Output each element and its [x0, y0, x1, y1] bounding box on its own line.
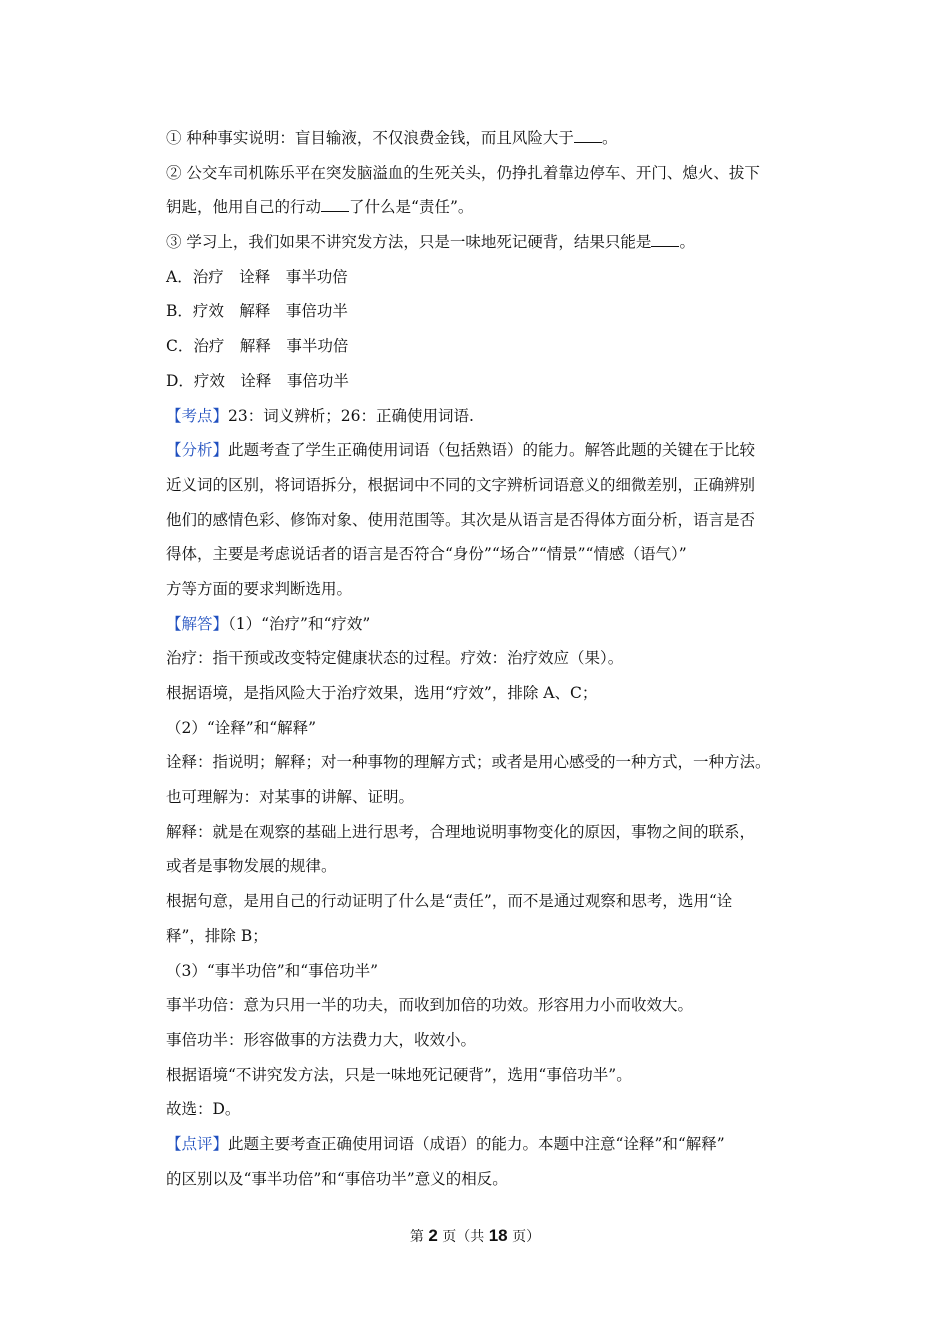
jieda-line: 解释：就是在观察的基础上进行思考，合理地说明事物变化的原因，事物之间的联系，: [166, 822, 756, 841]
sentence-text: ① 种种事实说明：盲目输液，不仅浪费金钱，而且风险大于: [166, 129, 574, 147]
total-pages: 18: [488, 1226, 508, 1245]
option-d: D．疗效 诠释 事倍功半: [166, 371, 349, 390]
fenxi-line: 方等方面的要求判断选用。: [166, 579, 353, 598]
jieda-line: （3）“事半功倍”和“事倍功半”: [166, 961, 379, 980]
document-body: [166, 121, 816, 1196]
footer-text: 页（共: [437, 1229, 489, 1245]
sentence-2-cont: [166, 190, 816, 225]
jieda-line: 根据语境“不讲究发方法，只是一味地死记硬背”，选用“事倍功半”。: [166, 1065, 632, 1084]
jieda-line: 释”，排除 B；: [166, 926, 268, 945]
kaodian-tag: 【考点】: [166, 406, 229, 425]
fill-blank: [321, 197, 349, 212]
fenxi-line: 此题考查了学生正确使用词语（包括熟语）的能力。解答此题的关键在于比较: [228, 441, 756, 460]
jieda-line: 事倍功半：形容做事的方法费力大，收效小。: [166, 1030, 477, 1049]
sentence-3: [166, 225, 816, 260]
fill-blank: [651, 232, 679, 247]
jieda-line: 治疗：指干预或改变特定健康状态的过程。疗效：治疗效应（果）。: [166, 649, 624, 668]
sentence-text: 钥匙，他用自己的行动: [166, 198, 322, 217]
fenxi-line: 他们的感情色彩、修饰对象、使用范围等。其次是从语言是否得体方面分析，语言是否: [166, 510, 756, 529]
jieda-line: 也可理解为：对某事的讲解、证明。: [166, 788, 415, 807]
kaodian-section: [166, 399, 816, 434]
fill-blank: [574, 128, 602, 143]
dianping-tag: 【点评】: [166, 1134, 229, 1153]
footer-text: 第: [409, 1229, 429, 1245]
jieda-line: （2）“诠释”和“解释”: [166, 718, 317, 737]
page-number: 2: [428, 1226, 438, 1245]
jieda-line: 根据语境，是指风险大于治疗效果，选用“疗效”，排除 A、C；: [166, 684, 598, 702]
footer-text: 页）: [507, 1229, 541, 1245]
jieda-line: 或者是事物发展的规律。: [166, 857, 337, 876]
jieda-line: 故选：D。: [166, 1100, 241, 1119]
fenxi-section: [166, 433, 816, 468]
dianping-line: 此题主要考查正确使用词语（成语）的能力。本题中注意“诠释”和“解释”: [228, 1134, 725, 1153]
option-b: B．疗效 解释 事倍功半: [166, 302, 348, 321]
sentence-text: 。: [601, 129, 618, 147]
option-a: A．治疗 诠释 事半功倍: [166, 267, 348, 286]
dianping-section: [166, 1127, 816, 1162]
jieda-tag: 【解答】: [166, 614, 229, 633]
sentence-text: ③ 学习上，我们如果不讲究发方法，只是一味地死记硬背，结果只能是: [166, 233, 652, 252]
dianping-line: 的区别以及“事半功倍”和“事倍功半”意义的相反。: [166, 1169, 508, 1188]
fenxi-tag: 【分析】: [166, 441, 229, 460]
page-footer: [0, 1226, 950, 1246]
jieda-section: [166, 607, 816, 642]
sentence-text: ② 公交车司机陈乐平在突发脑溢血的生死关头，仍挣扎着靠边停车、开门、熄火、拔下: [166, 163, 760, 182]
kaodian-text: 23：词义辨析；26：正确使用词语.: [228, 406, 474, 425]
jieda-line: 根据句意，是用自己的行动证明了什么是“责任”，而不是通过观察和思考，选用“诠: [166, 892, 733, 911]
sentence-text: 了什么是“责任”。: [349, 198, 474, 217]
sentence-text: 。: [679, 233, 695, 252]
sentence-1: [166, 121, 816, 156]
sentence-2: [166, 156, 816, 191]
jieda-line: 诠释：指说明；解释；对一种事物的理解方式；或者是用心感受的一种方式，一种方法。: [166, 753, 771, 772]
fenxi-line: 近义词的区别，将词语拆分，根据词中不同的文字辨析词语意义的细微差别，正确辨别: [166, 475, 756, 494]
fenxi-line: 得体，主要是考虑说话者的语言是否符合“身份”“场合”“情景”“情感（语气）”: [166, 545, 687, 564]
option-c: C．治疗 解释 事半功倍: [166, 337, 349, 356]
jieda-line: （1）“治疗”和“疗效”: [228, 614, 371, 633]
jieda-line: 事半功倍：意为只用一半的功夫，而收到加倍的功效。形容用力小而收效大。: [166, 996, 694, 1015]
